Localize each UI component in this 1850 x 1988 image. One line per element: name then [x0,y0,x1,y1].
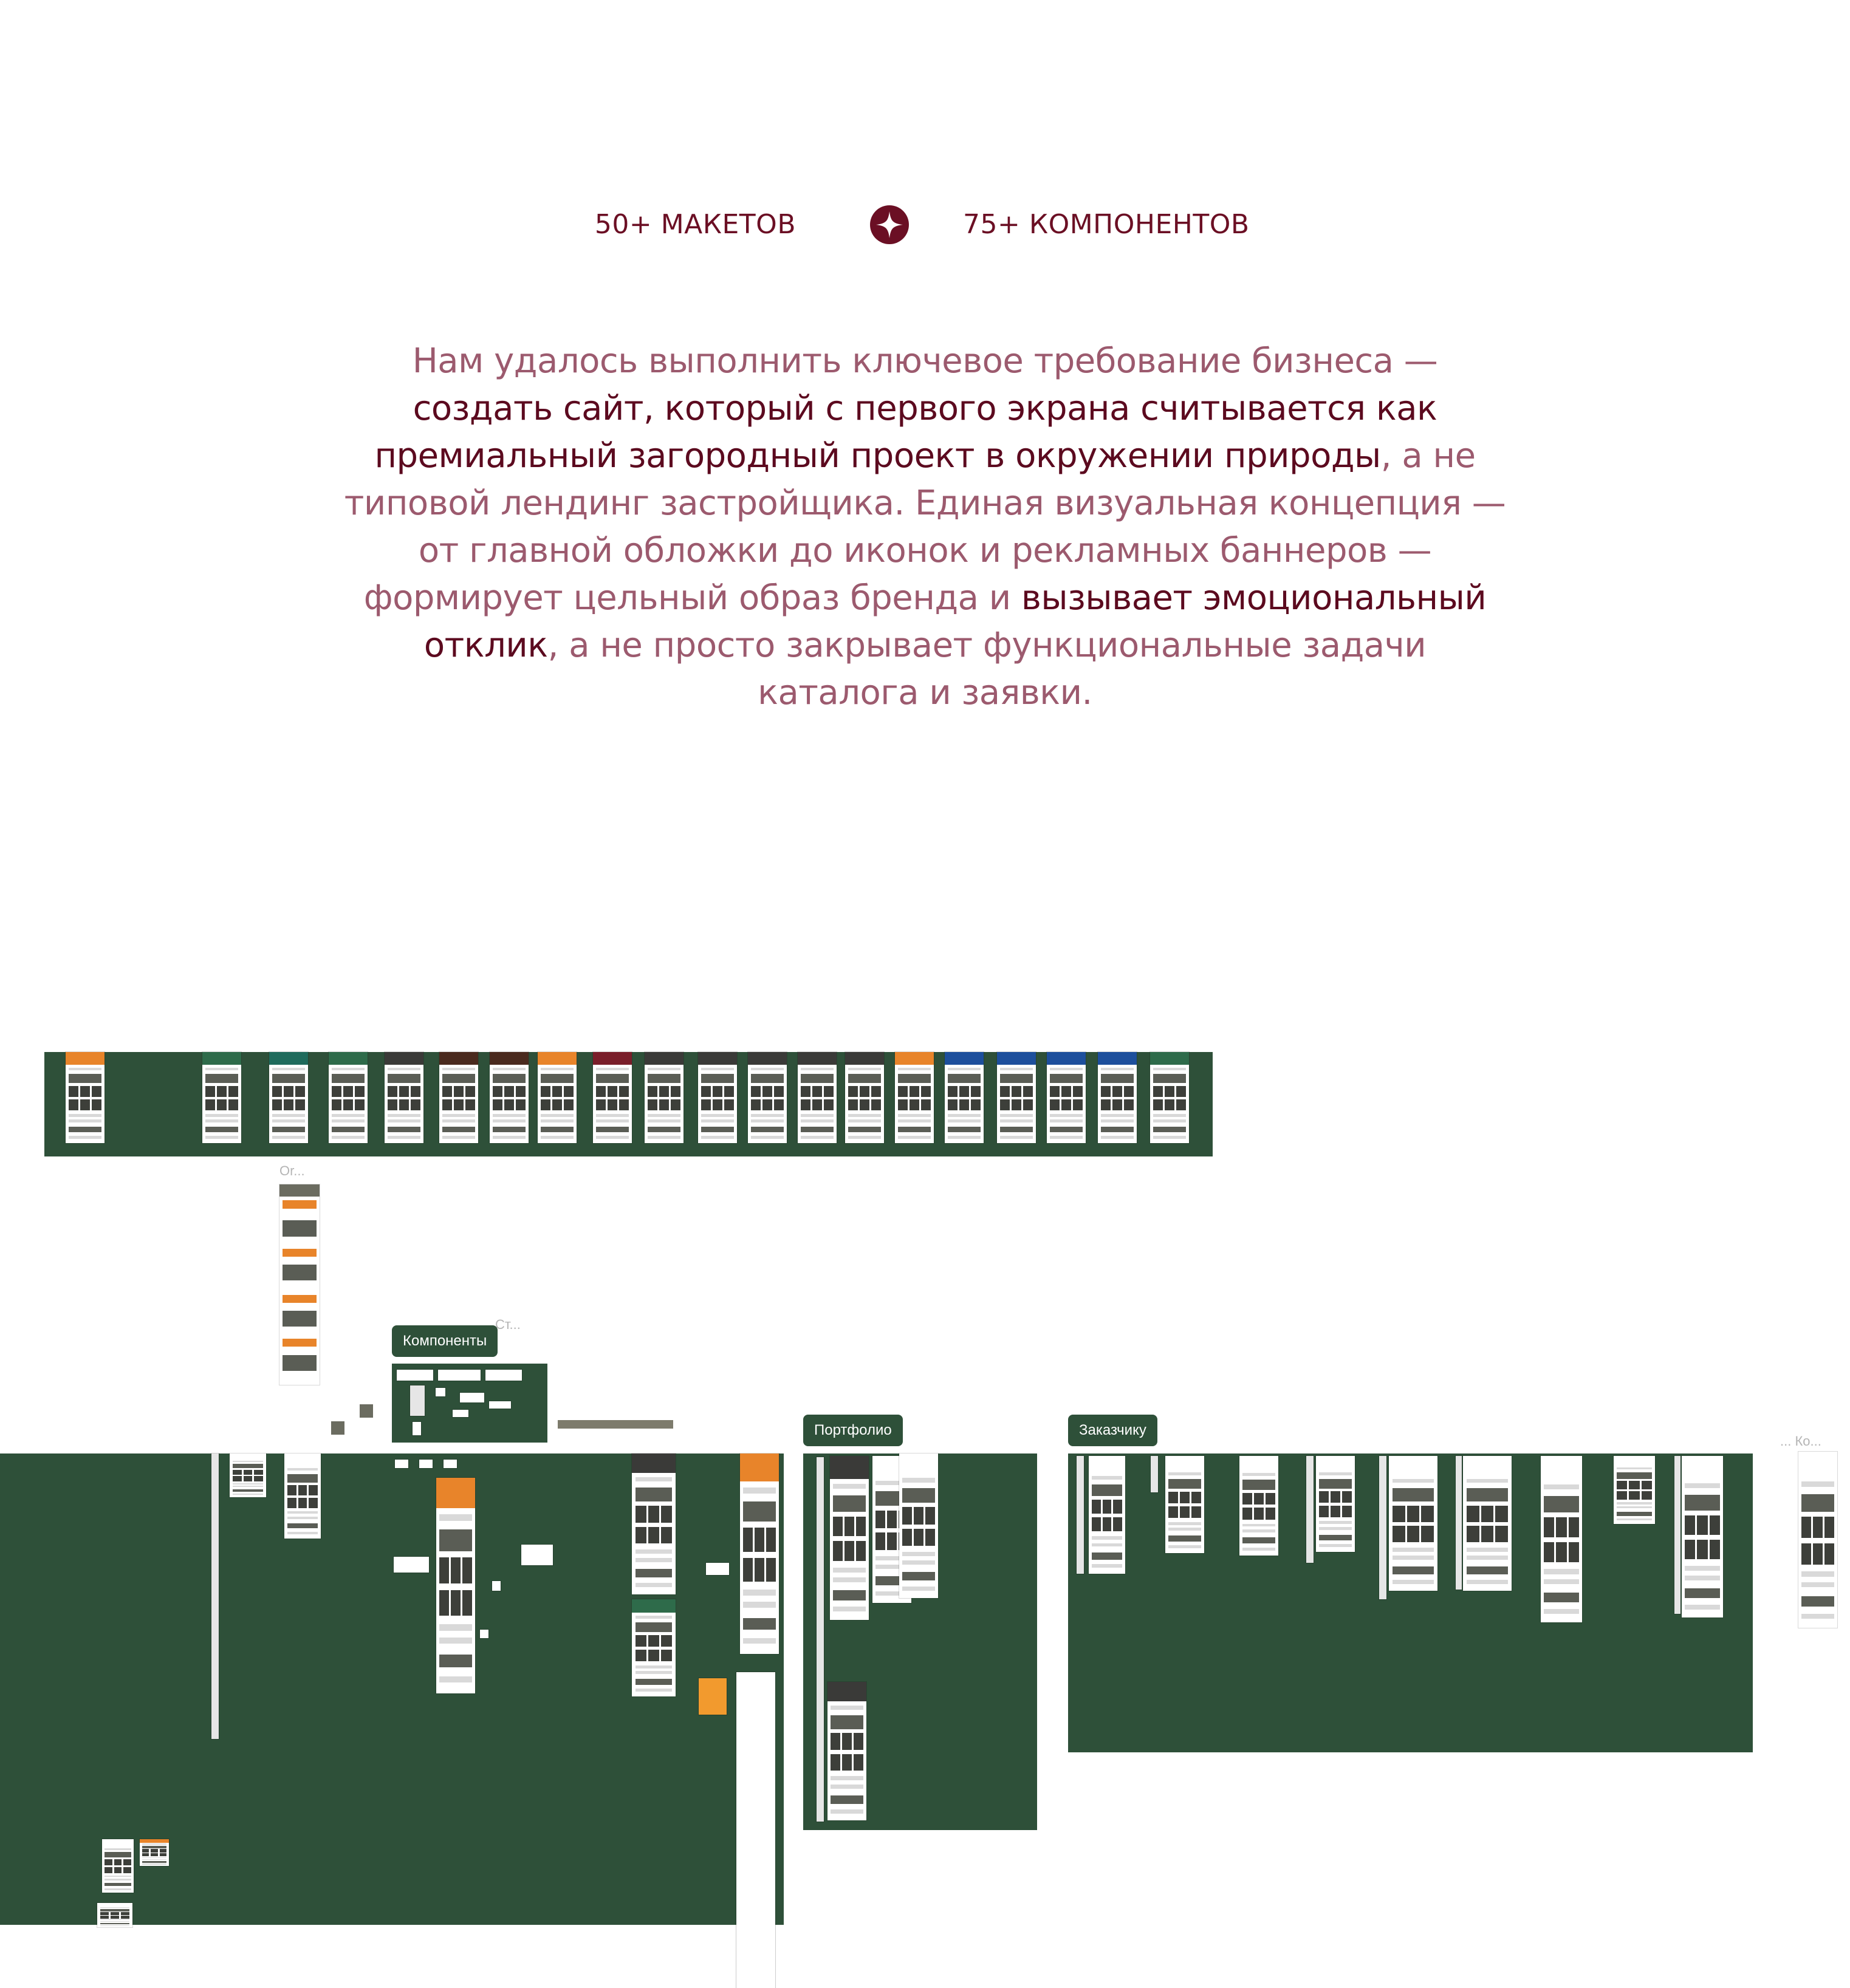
page-mockup[interactable] [66,1052,104,1143]
portfolio-board[interactable] [803,1453,1037,1830]
component-snippet[interactable] [736,1672,775,1988]
components-column[interactable] [1151,1456,1158,1492]
frame-label-ko[interactable]: ... Ко... [1780,1433,1821,1449]
stats-row [0,205,1850,244]
theme-variants-board[interactable] [44,1052,1213,1156]
component-snippet[interactable] [444,1460,457,1468]
page-mockup[interactable] [945,1052,984,1143]
frame-label-st[interactable]: Ст... [495,1317,521,1332]
page-mockup[interactable] [895,1052,934,1143]
page-mockup[interactable] [97,1903,132,1927]
page-mockup[interactable] [329,1052,368,1143]
page-mockup[interactable] [269,1052,308,1143]
component-snippet[interactable] [395,1460,408,1468]
page-mockup[interactable] [1047,1052,1086,1143]
component-snippet[interactable] [492,1581,501,1591]
thumbnail-photo[interactable] [331,1421,344,1435]
component-snippet[interactable] [706,1563,729,1575]
frame-label-portfolio[interactable]: Портфолио [803,1415,903,1446]
page-mockup[interactable] [1089,1456,1125,1574]
components-column[interactable] [817,1457,824,1822]
page-mockup[interactable] [1150,1052,1189,1143]
page-mockup[interactable] [798,1052,837,1143]
page-mockup[interactable] [845,1052,884,1143]
page-mockup[interactable] [490,1052,529,1143]
page-mockup[interactable] [632,1599,676,1696]
offscreen-frame[interactable] [1780,1452,1841,1634]
page-mockup[interactable] [748,1052,787,1143]
photo-strip[interactable] [558,1420,673,1429]
page-mockup[interactable] [439,1052,478,1143]
component-snippet[interactable] [394,1557,429,1573]
customer-board[interactable] [1068,1453,1753,1752]
page-mockup[interactable] [230,1453,266,1497]
lead-paragraph [340,338,1510,717]
lead-emphasis-2: вызывает эмоциональный отклик [423,578,1487,665]
page-mockup[interactable] [1098,1052,1137,1143]
thumbnail-photo[interactable] [360,1404,373,1418]
frame-label-customer[interactable]: Заказчику [1068,1415,1157,1446]
page-mockup[interactable] [140,1839,169,1866]
components-column[interactable] [1306,1456,1314,1563]
page-mockup[interactable] [538,1052,577,1143]
orange-landing-mock[interactable] [279,1184,320,1385]
page-mockup[interactable] [645,1052,683,1143]
components-column[interactable] [211,1453,219,1739]
lead-text-3: , а не просто закрывает функциональные задачи каталога и заявки. [547,626,1427,712]
page-mockup[interactable] [1541,1456,1582,1622]
page-mockup[interactable] [1316,1456,1355,1552]
page-mockup[interactable] [385,1052,423,1143]
frame-label-components[interactable]: Компоненты [392,1325,498,1357]
page-mockup[interactable] [1798,1452,1837,1628]
page-mockup[interactable] [1614,1456,1655,1524]
components-board[interactable] [392,1364,547,1443]
component-snippet[interactable] [699,1678,727,1715]
page-mockup[interactable] [102,1839,134,1893]
frame-label-og[interactable]: Or... [279,1163,305,1178]
pages-board[interactable] [0,1453,784,1925]
page-mockup[interactable] [1682,1456,1723,1617]
component-snippet[interactable] [480,1630,488,1638]
lead-text-1: Нам удалось выполнить ключевое требование бизнеса — [412,341,1438,381]
lead-emphasis-1: создать сайт, который с первого экрана считывается как премиальный загородный проект в окружении природы [374,389,1437,476]
page-mockup[interactable] [593,1052,632,1143]
page-mockup[interactable] [632,1453,676,1594]
page-mockup[interactable] [284,1453,321,1539]
page-mockup[interactable] [997,1052,1036,1143]
page-mockup[interactable] [1463,1456,1512,1591]
page-mockup[interactable] [1389,1456,1437,1591]
page-mockup[interactable] [1165,1456,1204,1553]
component-snippet[interactable] [419,1460,433,1468]
page-mockup[interactable] [827,1682,866,1820]
page-mockup[interactable] [1239,1456,1278,1556]
components-column[interactable] [1456,1456,1462,1590]
four-point-star-icon [870,205,909,244]
page-mockup[interactable] [899,1453,938,1598]
components-count: 75+ КОМПОНЕНТОВ [963,209,1250,240]
mockups-count: 50+ МАКЕТОВ [594,209,796,240]
components-column[interactable] [1674,1456,1680,1614]
page-mockup[interactable] [830,1456,869,1620]
page-mockup[interactable] [740,1453,779,1654]
page-mockup[interactable] [698,1052,737,1143]
component-snippet[interactable] [521,1545,553,1565]
components-column[interactable] [1077,1456,1084,1574]
lead-text-2: , а не типовой лендинг застройщика. Единая визуальная концепция — от главной обложки до иконок и рекламных баннеров — формирует цельный образ бренда и [344,436,1506,618]
components-column[interactable] [1379,1456,1386,1599]
page-mockup[interactable] [436,1478,475,1693]
page-mockup[interactable] [202,1052,241,1143]
